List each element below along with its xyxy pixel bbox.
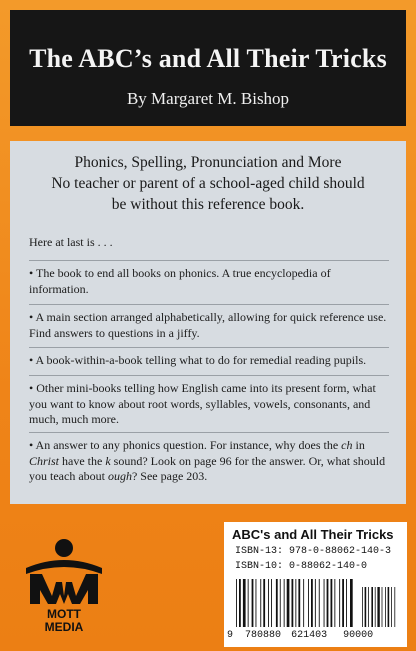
- divider: [29, 347, 389, 348]
- logo-mark-icon: [22, 538, 106, 634]
- barcode-panel: [224, 522, 407, 647]
- italic-run: Christ: [29, 453, 60, 468]
- book-author: By Margaret M. Bishop: [126, 89, 290, 108]
- intro-line: Phonics, Spelling, Pronunciation and More: [74, 154, 342, 171]
- isbn10: ISBN-10: 0-88062-140-0: [235, 561, 368, 572]
- barcode-digits: [227, 630, 405, 641]
- bullet-item: • A book-within-a-book telling what to do for remedial reading pupils.: [29, 353, 367, 367]
- book-title: The ABC’s and All Their Tricks: [29, 44, 387, 73]
- logo-line-2: MEDIA: [44, 620, 84, 634]
- bullet-item: • The book to end all books on phonics. A true encyclopedia of information.: [29, 266, 331, 296]
- divider: [29, 432, 389, 433]
- bullet-item-last: [29, 438, 389, 485]
- mott-media-logo: [22, 538, 106, 634]
- text-run: ? See page 203.: [131, 469, 208, 483]
- isbn13: ISBN-13: 978-0-88062-140-3: [235, 546, 392, 557]
- italic-run: k: [105, 453, 111, 468]
- bullet-item: • A main section arranged alphabetically, allowing for quick reference use. Find answers to questions in a jiffy.: [29, 310, 387, 340]
- barcode-addon-digits: 90000: [343, 630, 374, 641]
- divider: [29, 304, 389, 305]
- barcode-title: ABC's and All Their Tricks: [232, 527, 394, 542]
- text-run: in: [352, 438, 365, 452]
- divider: [29, 375, 389, 376]
- barcode-icon: [234, 579, 400, 627]
- italic-run: ch: [341, 438, 353, 452]
- bullet-item: • Other mini-books telling how English came into its present form, what you want to know about root words, syllables, vowels, consonants, and much, much more.: [29, 381, 376, 426]
- text-run: have the: [59, 453, 106, 468]
- text-run: sound? Look on page 96 for the answer. Or, what should you teach about: [29, 453, 386, 483]
- intro-line: be without this reference book.: [111, 196, 305, 213]
- intro-line: No teacher or parent of a school-aged child should: [51, 175, 365, 192]
- barcode-left-digits: 780880: [245, 630, 282, 641]
- divider: [29, 260, 389, 261]
- description-panel: [10, 141, 406, 504]
- barcode-lead-digit: 9: [227, 630, 234, 641]
- barcode-right-digits: 621403: [291, 630, 328, 641]
- italic-run: ough: [107, 469, 132, 483]
- here-at-last-text: Here at last is . . .: [29, 235, 113, 249]
- intro-block: [10, 152, 406, 215]
- text-run: • An answer to any phonics question. For instance, why does the: [29, 438, 342, 452]
- title-banner: [10, 10, 406, 126]
- logo-line-1: MOTT: [47, 607, 81, 621]
